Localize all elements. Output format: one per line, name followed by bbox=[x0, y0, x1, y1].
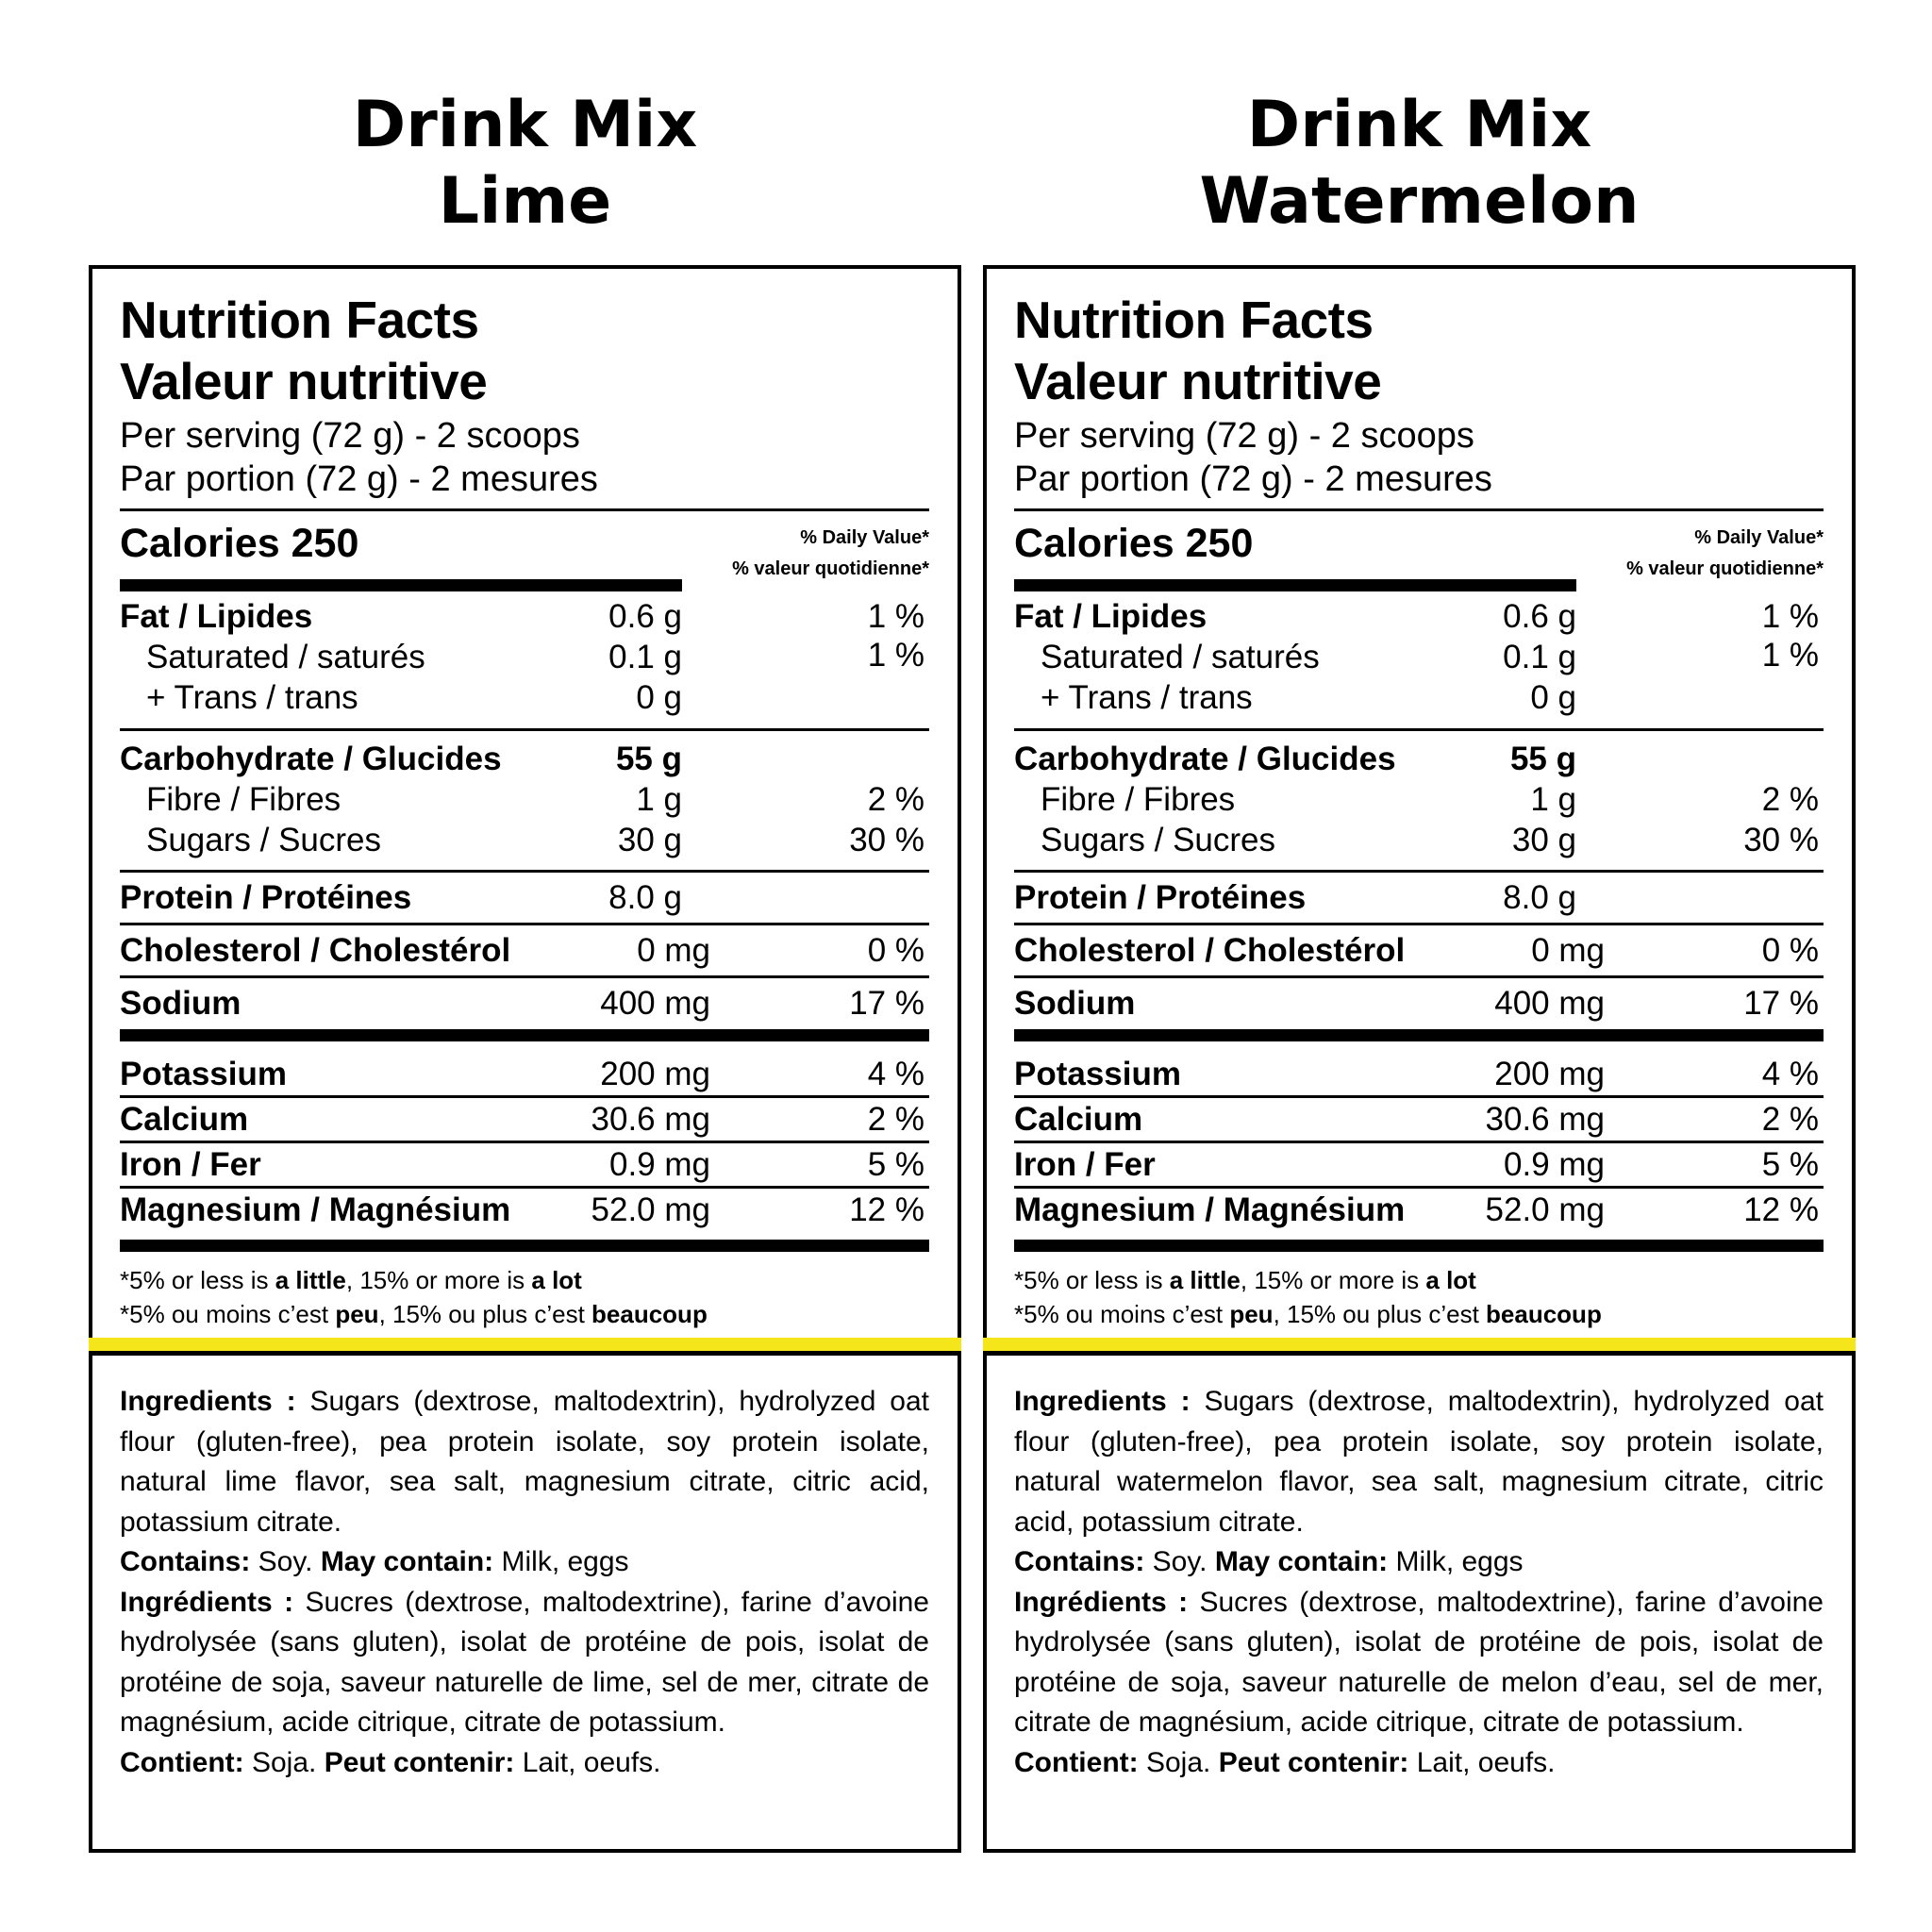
nutrient-amount: 8.0 g bbox=[608, 879, 682, 916]
thick-divider bbox=[120, 1240, 929, 1252]
divider bbox=[120, 975, 929, 978]
nutrition-facts-title bbox=[1014, 290, 1824, 412]
nutrient-row-magnesium bbox=[120, 1190, 929, 1230]
nutrient-amount: 400 mg bbox=[600, 985, 710, 1022]
thick-divider bbox=[1014, 1240, 1824, 1252]
nutrient-amount: 0.1 g bbox=[1503, 639, 1576, 675]
nutrient-label: Cholesterol / Cholestérol bbox=[120, 932, 511, 969]
divider bbox=[120, 870, 929, 873]
footnote bbox=[120, 1263, 929, 1331]
nutrient-row-fibre bbox=[120, 779, 929, 820]
saturated-trans-dv: 1 % bbox=[867, 637, 924, 674]
nutrition-title-en: Nutrition Facts bbox=[1014, 291, 1374, 349]
carb-group bbox=[1014, 731, 1824, 860]
nutrient-row-trans bbox=[1014, 677, 1824, 718]
calories-row bbox=[120, 511, 929, 580]
nutrient-row-cholesterol bbox=[120, 930, 929, 971]
ingredients-text-en: Sugars (dextrose, maltodextrin), hydrolyzed oat flour (gluten-free), pea protein isolate, soy protein isolate, natural lime flavor, sea salt, magnesium citrate, citric acid, potassium citrate. bbox=[120, 1386, 930, 1538]
nutrient-amount: 0 mg bbox=[637, 932, 710, 969]
footnote-fr: *5% ou moins c’est peu, 15% ou plus c’est beaucoup bbox=[1014, 1300, 1602, 1328]
nutrition-title-en: Nutrition Facts bbox=[120, 291, 479, 349]
ingredients-text-fr: Sucres (dextrose, maltodextrine), farine d’avoine hydrolysée (sans gluten), isolat de protéine de pois, isolat de protéine de soja, saveur naturelle de lime, sel de mer, citrate de magnésium, acide citrique, citrate de potassium. bbox=[120, 1586, 929, 1738]
nutrient-label: Saturated / saturés bbox=[1041, 639, 1320, 675]
nutrient-amount: 1 g bbox=[636, 781, 682, 818]
nutrient-amount: 30 g bbox=[1511, 822, 1576, 858]
nutrient-dv: 2 % bbox=[867, 1101, 924, 1138]
dv-header-en: % Daily Value* bbox=[1694, 527, 1824, 548]
nutrient-row-potassium bbox=[120, 1054, 929, 1094]
nutrient-row-sodium bbox=[120, 983, 929, 1024]
nutrient-dv: 0 % bbox=[867, 932, 924, 969]
saturated-trans-dv: 1 % bbox=[1761, 637, 1819, 674]
nutrient-label: Iron / Fer bbox=[120, 1146, 261, 1183]
nutrient-amount: 0.9 mg bbox=[609, 1146, 710, 1183]
nutrient-row-sugars bbox=[1014, 820, 1824, 860]
ingredients-en bbox=[1014, 1382, 1824, 1542]
nutrient-dv: 12 % bbox=[1743, 1191, 1819, 1228]
nutrient-amount: 0 g bbox=[1530, 679, 1576, 716]
nutrient-dv: 2 % bbox=[1761, 1101, 1819, 1138]
nutrient-dv: 30 % bbox=[849, 822, 924, 858]
serving-size bbox=[1014, 414, 1824, 501]
nutrient-amount: 0.6 g bbox=[608, 598, 682, 635]
footnote bbox=[1014, 1263, 1824, 1331]
nutrient-dv: 0 % bbox=[1761, 932, 1819, 969]
nutrient-amount: 0.1 g bbox=[608, 639, 682, 675]
carb-group bbox=[120, 731, 929, 860]
nutrient-amount: 0.9 mg bbox=[1504, 1146, 1605, 1183]
nutrient-row-iron bbox=[1014, 1144, 1824, 1185]
nutrient-dv: 17 % bbox=[849, 985, 924, 1022]
footnote-en: *5% or less is a little, 15% or more is a lot bbox=[1014, 1266, 1476, 1294]
ingredients-text-fr: Sucres (dextrose, maltodextrine), farine d’avoine hydrolysée (sans gluten), isolat de protéine de pois, isolat de protéine de soja, saveur naturelle de melon d’eau, sel de mer, citrate de magnésium, acide citrique, citrate de potassium. bbox=[1014, 1586, 1824, 1738]
nutrient-label: Cholesterol / Cholestérol bbox=[1014, 932, 1406, 969]
nutrient-row-calcium bbox=[1014, 1099, 1824, 1140]
nutrient-amount: 52.0 mg bbox=[591, 1191, 710, 1228]
nutrient-amount: 200 mg bbox=[1494, 1056, 1605, 1092]
nutrient-amount: 30.6 mg bbox=[1485, 1101, 1605, 1138]
product-title bbox=[983, 0, 1856, 255]
nutrient-dv: 30 % bbox=[1743, 822, 1819, 858]
nutrient-dv: 2 % bbox=[867, 781, 924, 818]
nutrition-title-fr: Valeur nutritive bbox=[1014, 352, 1382, 410]
nutrient-row-fibre bbox=[1014, 779, 1824, 820]
dv-header-fr: % valeur quotidienne* bbox=[1626, 558, 1824, 579]
nutrient-row-fat bbox=[120, 596, 929, 637]
ingredients-en bbox=[120, 1382, 929, 1542]
nutrient-row-saturated bbox=[120, 637, 929, 677]
serving-fr: Par portion (72 g) - 2 mesures bbox=[120, 459, 598, 499]
dv-header-en: % Daily Value* bbox=[800, 527, 929, 548]
nutrient-row-sugars bbox=[120, 820, 929, 860]
product-title-line1: Drink Mix bbox=[352, 88, 698, 162]
accent-band bbox=[983, 1338, 1856, 1351]
footnote-fr: *5% ou moins c’est peu, 15% ou plus c’est beaucoup bbox=[120, 1300, 708, 1328]
nutrient-amount: 0.6 g bbox=[1503, 598, 1576, 635]
daily-value-header bbox=[732, 523, 929, 585]
nutrient-label: Fat / Lipides bbox=[120, 598, 313, 635]
nutrient-row-calcium bbox=[120, 1099, 929, 1140]
product-watermelon bbox=[983, 0, 1856, 1778]
nutrient-label: Sodium bbox=[120, 985, 242, 1022]
nutrient-amount: 200 mg bbox=[600, 1056, 710, 1092]
nutrient-label: Protein / Protéines bbox=[120, 879, 412, 916]
nutrition-facts-panel bbox=[983, 265, 1856, 1338]
nutrition-facts-panel bbox=[89, 265, 961, 1338]
nutrient-amount: 0 g bbox=[636, 679, 682, 716]
nutrient-label: Calcium bbox=[1014, 1101, 1143, 1138]
nutrient-label: Saturated / saturés bbox=[146, 639, 425, 675]
ingredients-text-en: Sugars (dextrose, maltodextrin), hydrolyzed oat flour (gluten-free), pea protein isolate, soy protein isolate, natural watermelon flavor, sea salt, magnesium citrate, citric acid, potassium citrate. bbox=[1014, 1386, 1824, 1538]
nutrient-row-cholesterol bbox=[1014, 930, 1824, 971]
serving-fr: Par portion (72 g) - 2 mesures bbox=[1014, 459, 1492, 499]
product-title-line2: Watermelon bbox=[1199, 164, 1640, 239]
fat-group bbox=[120, 580, 929, 718]
nutrient-amount: 30 g bbox=[617, 822, 682, 858]
accent-band bbox=[89, 1338, 961, 1351]
dv-header-fr: % valeur quotidienne* bbox=[732, 558, 929, 579]
divider bbox=[1014, 1095, 1824, 1098]
nutrient-label: + Trans / trans bbox=[1041, 679, 1253, 716]
nutrient-label: + Trans / trans bbox=[146, 679, 358, 716]
nutrition-facts-title bbox=[120, 290, 929, 412]
nutrient-row-protein bbox=[1014, 877, 1824, 918]
serving-en: Per serving (72 g) - 2 scoops bbox=[120, 416, 580, 456]
calories-label: Calories 250 bbox=[120, 521, 359, 566]
ingredients-panel bbox=[983, 1356, 1856, 1853]
product-title-line2: Lime bbox=[438, 164, 612, 239]
nutrient-row-magnesium bbox=[1014, 1190, 1824, 1230]
thick-divider bbox=[120, 1029, 929, 1041]
nutrient-dv: 5 % bbox=[1761, 1146, 1819, 1183]
nutrient-amount: 52.0 mg bbox=[1485, 1191, 1605, 1228]
nutrient-dv: 12 % bbox=[849, 1191, 924, 1228]
thick-divider bbox=[1014, 1029, 1824, 1041]
nutrient-amount: 0 mg bbox=[1531, 932, 1605, 969]
ingredients-fr bbox=[1014, 1583, 1824, 1743]
nutrient-label: Sugars / Sucres bbox=[1041, 822, 1275, 858]
nutrient-amount: 55 g bbox=[1509, 741, 1576, 777]
divider bbox=[120, 923, 929, 925]
nutrient-row-carbohydrate bbox=[1014, 739, 1824, 779]
nutrient-amount: 1 g bbox=[1530, 781, 1576, 818]
nutrient-amount: 8.0 g bbox=[1503, 879, 1576, 916]
nutrient-label: Potassium bbox=[120, 1056, 287, 1092]
nutrient-amount: 55 g bbox=[615, 741, 682, 777]
contains-en: Contains: Soy. May contain: Milk, eggs bbox=[120, 1546, 629, 1577]
nutrient-dv: 4 % bbox=[1761, 1056, 1819, 1092]
nutrient-amount: 30.6 mg bbox=[591, 1101, 710, 1138]
nutrient-row-potassium bbox=[1014, 1054, 1824, 1094]
nutrient-label: Fibre / Fibres bbox=[146, 781, 341, 818]
nutrient-label: Protein / Protéines bbox=[1014, 879, 1307, 916]
product-title-line1: Drink Mix bbox=[1246, 88, 1592, 162]
nutrient-row-iron bbox=[120, 1144, 929, 1185]
ingredients-label-fr: Ingrédients : bbox=[1014, 1586, 1189, 1618]
ingredients-label-en: Ingredients : bbox=[1014, 1386, 1191, 1417]
divider bbox=[1014, 870, 1824, 873]
nutrient-label: Sodium bbox=[1014, 985, 1136, 1022]
nutrient-label: Carbohydrate / Glucides bbox=[120, 741, 502, 777]
serving-en: Per serving (72 g) - 2 scoops bbox=[1014, 416, 1474, 456]
ingredients-panel bbox=[89, 1356, 961, 1853]
nutrient-label: Fibre / Fibres bbox=[1041, 781, 1236, 818]
divider bbox=[1014, 1141, 1824, 1143]
contains-fr: Contient: Soja. Peut contenir: Lait, oeufs. bbox=[1014, 1746, 1556, 1778]
nutrient-row-saturated bbox=[1014, 637, 1824, 677]
divider bbox=[1014, 1186, 1824, 1189]
nutrient-dv: 1 % bbox=[1761, 598, 1819, 635]
product-lime bbox=[89, 0, 961, 1778]
nutrient-label: Magnesium / Magnésium bbox=[120, 1191, 511, 1228]
nutrient-dv: 1 % bbox=[867, 598, 924, 635]
daily-value-header bbox=[1626, 523, 1824, 585]
nutrient-row-sodium bbox=[1014, 983, 1824, 1024]
nutrient-dv: 2 % bbox=[1761, 781, 1819, 818]
ingredients-label-fr: Ingrédients : bbox=[120, 1586, 294, 1618]
nutrient-label: Magnesium / Magnésium bbox=[1014, 1191, 1406, 1228]
contains-fr: Contient: Soja. Peut contenir: Lait, oeufs. bbox=[120, 1746, 661, 1778]
nutrient-dv: 4 % bbox=[867, 1056, 924, 1092]
contains-en: Contains: Soy. May contain: Milk, eggs bbox=[1014, 1546, 1524, 1577]
divider bbox=[1014, 923, 1824, 925]
nutrient-row-protein bbox=[120, 877, 929, 918]
nutrient-row-trans bbox=[120, 677, 929, 718]
nutrient-label: Iron / Fer bbox=[1014, 1146, 1156, 1183]
nutrient-row-carbohydrate bbox=[120, 739, 929, 779]
nutrient-row-fat bbox=[1014, 596, 1824, 637]
serving-size bbox=[120, 414, 929, 501]
nutrient-label: Calcium bbox=[120, 1101, 249, 1138]
fat-group bbox=[1014, 580, 1824, 718]
nutrient-amount: 400 mg bbox=[1494, 985, 1605, 1022]
divider bbox=[1014, 975, 1824, 978]
ingredients-label-en: Ingredients : bbox=[120, 1386, 296, 1417]
divider bbox=[120, 1141, 929, 1143]
nutrient-label: Fat / Lipides bbox=[1014, 598, 1208, 635]
nutrition-title-fr: Valeur nutritive bbox=[120, 352, 488, 410]
divider bbox=[120, 1186, 929, 1189]
divider bbox=[120, 1095, 929, 1098]
nutrient-dv: 5 % bbox=[867, 1146, 924, 1183]
product-title bbox=[89, 0, 961, 255]
nutrient-label: Potassium bbox=[1014, 1056, 1181, 1092]
nutrient-dv: 17 % bbox=[1743, 985, 1819, 1022]
calories-row bbox=[1014, 511, 1824, 580]
nutrient-label: Sugars / Sucres bbox=[146, 822, 381, 858]
ingredients-fr bbox=[120, 1583, 929, 1743]
nutrient-label: Carbohydrate / Glucides bbox=[1014, 741, 1396, 777]
calories-label: Calories 250 bbox=[1014, 521, 1254, 566]
footnote-en: *5% or less is a little, 15% or more is a lot bbox=[120, 1266, 582, 1294]
